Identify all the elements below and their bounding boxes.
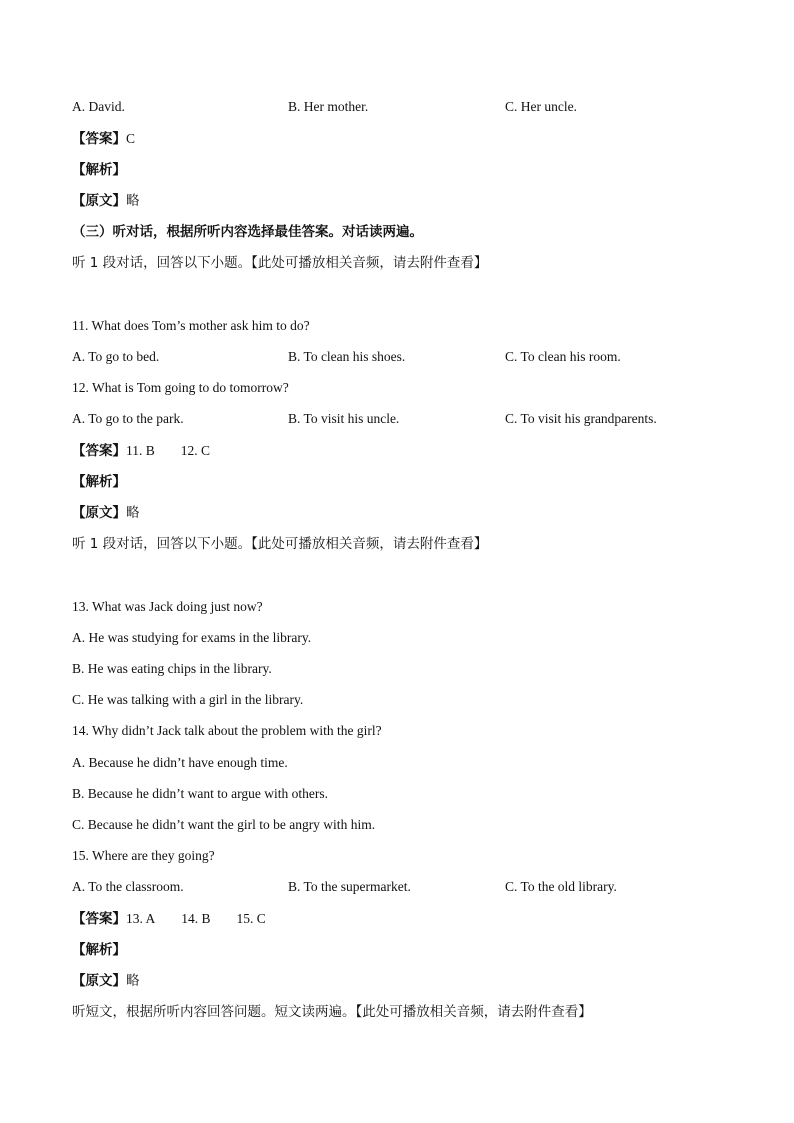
answer-tag: 【答案】 [72, 443, 126, 459]
original-text: 略 [126, 505, 140, 521]
q12-option-c: C. To visit his grandparents. [505, 411, 657, 426]
dialogue2-intro: 听 1 段对话，回答以下小题。【此处可播放相关音频，请去附件查看】 [72, 536, 488, 552]
q10-analysis [72, 161, 126, 179]
q11-option-b: B. To clean his shoes. [288, 349, 406, 364]
answer-item: 11. B [126, 443, 155, 458]
original-text: 略 [126, 973, 140, 989]
answer-item: 12. C [180, 443, 211, 458]
q14-option-c: C. Because he didn’t want the girl to be angry with him. [72, 817, 376, 832]
answer-item: 14. B [181, 911, 211, 926]
q10-option-a: A. David. [72, 99, 125, 114]
q10-option-b: B. Her mother. [288, 99, 369, 114]
q14-option-a: A. Because he didn’t have enough time. [72, 755, 288, 770]
q10-original [72, 192, 140, 210]
answers-13-15 [72, 910, 292, 928]
analysis-tag: 【解析】 [72, 162, 126, 178]
answer-item: 15. C [236, 911, 266, 926]
original-tag: 【原文】 [72, 193, 126, 209]
q13-option-a: A. He was studying for exams in the library. [72, 630, 312, 645]
q10-option-c: C. Her uncle. [505, 99, 577, 114]
original-tag: 【原文】 [72, 973, 126, 989]
answer-item: 13. A [126, 911, 156, 926]
q13-question: 13. What was Jack doing just now? [72, 599, 263, 614]
answer-tag: 【答案】 [72, 131, 126, 147]
q14-question: 14. Why didn’t Jack talk about the problem with the girl? [72, 723, 382, 738]
q12-question: 12. What is Tom going to do tomorrow? [72, 380, 289, 395]
q15-option-b: B. To the supermarket. [288, 879, 411, 894]
q13-option-c: C. He was talking with a girl in the library. [72, 692, 304, 707]
q15-option-c: C. To the old library. [505, 879, 617, 894]
answer-tag: 【答案】 [72, 911, 126, 927]
q10-answer [72, 130, 135, 148]
analysis-tag: 【解析】 [72, 942, 126, 958]
analysis-13-15 [72, 941, 126, 959]
dialogue1-intro: 听 1 段对话，回答以下小题。【此处可播放相关音频，请去附件查看】 [72, 255, 488, 271]
original-text: 略 [126, 193, 140, 209]
q12-option-b: B. To visit his uncle. [288, 411, 400, 426]
answers-11-12 [72, 442, 236, 460]
q11-option-a: A. To go to bed. [72, 349, 160, 364]
original-11-12 [72, 504, 140, 522]
analysis-tag: 【解析】 [72, 474, 126, 490]
q11-question: 11. What does Tom’s mother ask him to do? [72, 318, 310, 333]
q14-option-b: B. Because he didn’t want to argue with others. [72, 786, 328, 801]
q11-option-c: C. To clean his room. [505, 349, 621, 364]
original-13-15 [72, 972, 140, 990]
original-tag: 【原文】 [72, 505, 126, 521]
analysis-11-12 [72, 473, 126, 491]
q12-option-a: A. To go to the park. [72, 411, 184, 426]
answer-text: C [126, 131, 136, 146]
q13-option-b: B. He was eating chips in the library. [72, 661, 272, 676]
passage-intro: 听短文，根据所听内容回答问题。短文读两遍。【此处可播放相关音频，请去附件查看】 [72, 1004, 592, 1020]
q15-question: 15. Where are they going? [72, 848, 215, 863]
q15-option-a: A. To the classroom. [72, 879, 184, 894]
section-heading: （三）听对话，根据所听内容选择最佳答案。对话读两遍。 [72, 224, 423, 240]
